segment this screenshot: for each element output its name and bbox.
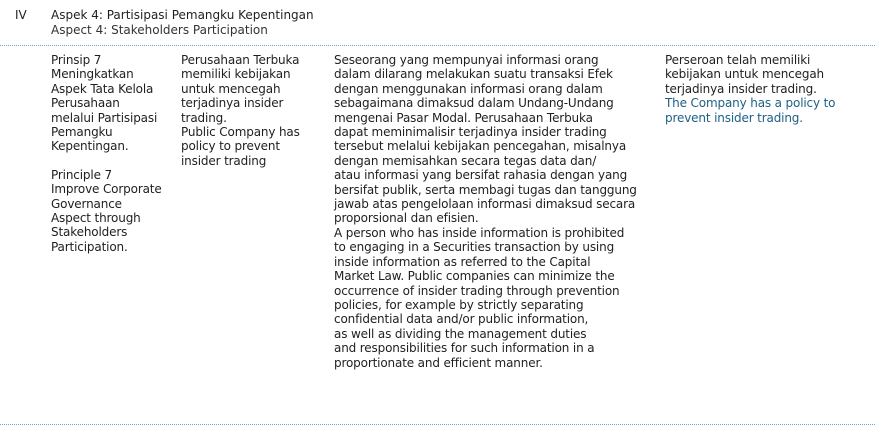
section-title bbox=[51, 8, 314, 38]
implementation-text-id: Perseroan telah memiliki kebijakan untuk mencegah terjadinya insider trading. bbox=[665, 53, 824, 96]
recommendation-text-id: Perusahaan Terbuka memiliki kebijakan untuk mencegah terjadinya insider trading. bbox=[181, 53, 300, 125]
recommendation-column bbox=[181, 53, 321, 168]
principle-text-id: Prinsip 7 Meningkatkan Aspek Tata Kelola Perusahaan melalui Partisipasi Pemangku Kepentingan. bbox=[51, 53, 158, 154]
explanation-text-en: A person who has inside information is prohibited to engaging in a Securities transaction by using inside information as referred to the Capital Market Law. Public companies can minimize the occurrence of insider trading through prevention policies, for example by strictly separating confidential data and/or public information, as well as dividing the management duties and responsibilities for such information in a proportionate and efficient manner. bbox=[334, 225, 625, 370]
section-divider-top bbox=[0, 45, 875, 46]
explanation-text-id: Seseorang yang mempunyai informasi orang dalam dilarang melakukan suatu transaksi Efek dengan menggunakan informasi orang dalam sebagaimana dimaksud dalam Undang-Undang mengenai Pasar Modal. Perusahaan Terbuka dapat meminimalisir terjadinya insider trading tersebut melalui kebijakan pencegahan, misalnya dengan memisahkan secara tegas data dan/ atau informasi yang bersifat rahasia dengan yang bersifat publik, serta membagi tugas dan tanggung jawab atas pengelolaan informasi dimaksud secara proporsional dan efisien. bbox=[334, 53, 637, 226]
section-number: IV bbox=[15, 8, 27, 22]
explanation-column bbox=[334, 53, 659, 370]
implementation-column bbox=[665, 53, 865, 125]
section-title-id: Aspek 4: Partisipasi Pemangku Kepentingan bbox=[51, 8, 314, 22]
section-title-en: Aspect 4: Stakeholders Participation bbox=[51, 23, 268, 37]
principle-text-en: Principle 7 Improve Corporate Governance Aspect through Stakeholders Participation. bbox=[51, 167, 162, 254]
recommendation-text-en: Public Company has policy to prevent insider trading bbox=[181, 125, 300, 168]
row-divider-bottom bbox=[0, 424, 875, 425]
implementation-text-en: The Company has a policy to prevent insider trading. bbox=[665, 96, 836, 125]
principle-column bbox=[51, 53, 176, 254]
